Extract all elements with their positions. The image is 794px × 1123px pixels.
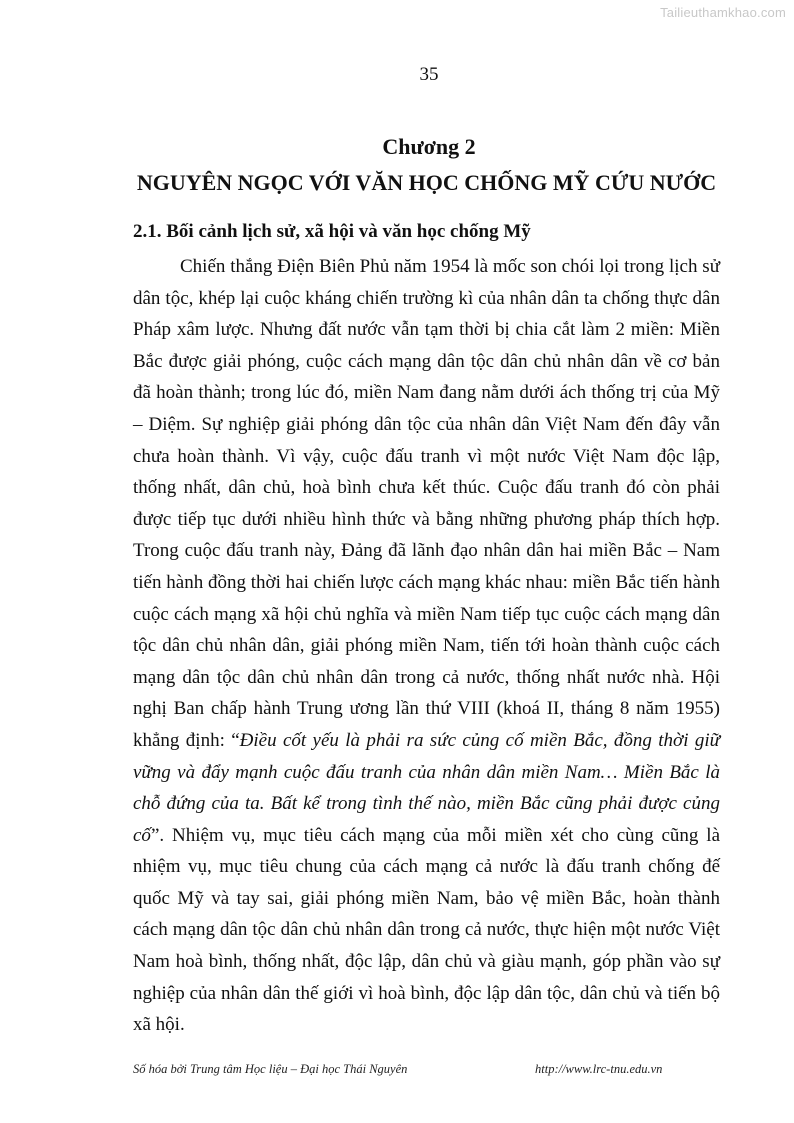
- body-text-part2: ”. Nhiệm vụ, mục tiêu cách mạng của mỗi miền xét cho cùng cũng là nhiệm vụ, mục tiêu chung của cách mạng cả nước là đấu tranh chống đế quốc Mỹ và tay sai, giải phóng miền Nam, bảo vệ miền Bắc, hoàn thành cách mạng dân tộc dân chủ nhân dân trong cả nước, thực hiện một nước Việt Nam hoà bình, thống nhất, độc lập, dân chủ và giàu mạnh, góp phần vào sự nghiệp của nhân dân thế giới vì hoà bình, độc lập dân tộc, dân chủ và tiến bộ xã hội.: [133, 824, 720, 1036]
- watermark: Tailieuthamkhao.com: [660, 5, 786, 20]
- body-paragraph: [133, 251, 720, 1041]
- page-number: 35: [419, 64, 439, 85]
- footer-url-link[interactable]: http://www.lrc-tnu.edu.vn: [535, 1062, 663, 1076]
- quote-italic: Điều cốt yếu là phải ra sức củng cố miền Bắc, đồng thời giữ vững và đẩy mạnh cuộc đấu tranh của nhân dân miền Nam… Miền Bắc là chỗ đứng của ta. Bất kể trong tình thế nào, miền Bắc cũng phải được củng cố: [133, 729, 720, 846]
- chapter-label: Chương 2: [382, 134, 476, 159]
- footer-digitized-by: Số hóa bởi Trung tâm Học liệu – Đại học Thái Nguyên: [133, 1062, 408, 1076]
- chapter-title: NGUYÊN NGỌC VỚI VĂN HỌC CHỐNG MỸ CỨU NƯỚC: [136, 170, 717, 195]
- section-heading: 2.1. Bối cảnh lịch sử, xã hội và văn học chống Mỹ: [133, 221, 531, 242]
- body-text-part1: Chiến thắng Điện Biên Phủ năm 1954 là mốc son chói lọi trong lịch sử dân tộc, khép lại cuộc kháng chiến trường kì của nhân dân ta chống thực dân Pháp xâm lược. Nhưng đất nước vẫn tạm thời bị chia cắt làm 2 miền: Miền Bắc được giải phóng, cuộc cách mạng dân tộc dân chủ nhân dân về cơ bản đã hoàn thành; trong lúc đó, miền Nam đang nằm dưới ách thống trị của Mỹ – Diệm. Sự nghiệp giải phóng dân tộc của nhân dân Việt Nam đến đây vẫn chưa hoàn thành. Vì vậy, cuộc đấu tranh vì một nước Việt Nam độc lập, thống nhất, dân chủ, hoà bình chưa kết thúc. Cuộc đấu tranh đó còn phải được tiếp tục dưới nhiều hình thức và bằng những phương pháp thích hợp. Trong cuộc đấu tranh này, Đảng đã lãnh đạo nhân dân hai miền Bắc – Nam tiến hành đồng thời hai chiến lược cách mạng khác nhau: miền Bắc tiến hành cuộc cách mạng xã hội chủ nghĩa và miền Nam tiếp tục cuộc cách mạng dân tộc dân chủ nhân dân, giải phóng miền Nam, tiến tới hoàn thành cuộc cách mạng dân tộc dân chủ nhân dân trong cả nước, thống nhất nước nhà. Hội nghị Ban chấp hành Trung ương lần thứ VIII (khoá II, tháng 8 năm 1955) khẳng định: “: [133, 256, 720, 751]
